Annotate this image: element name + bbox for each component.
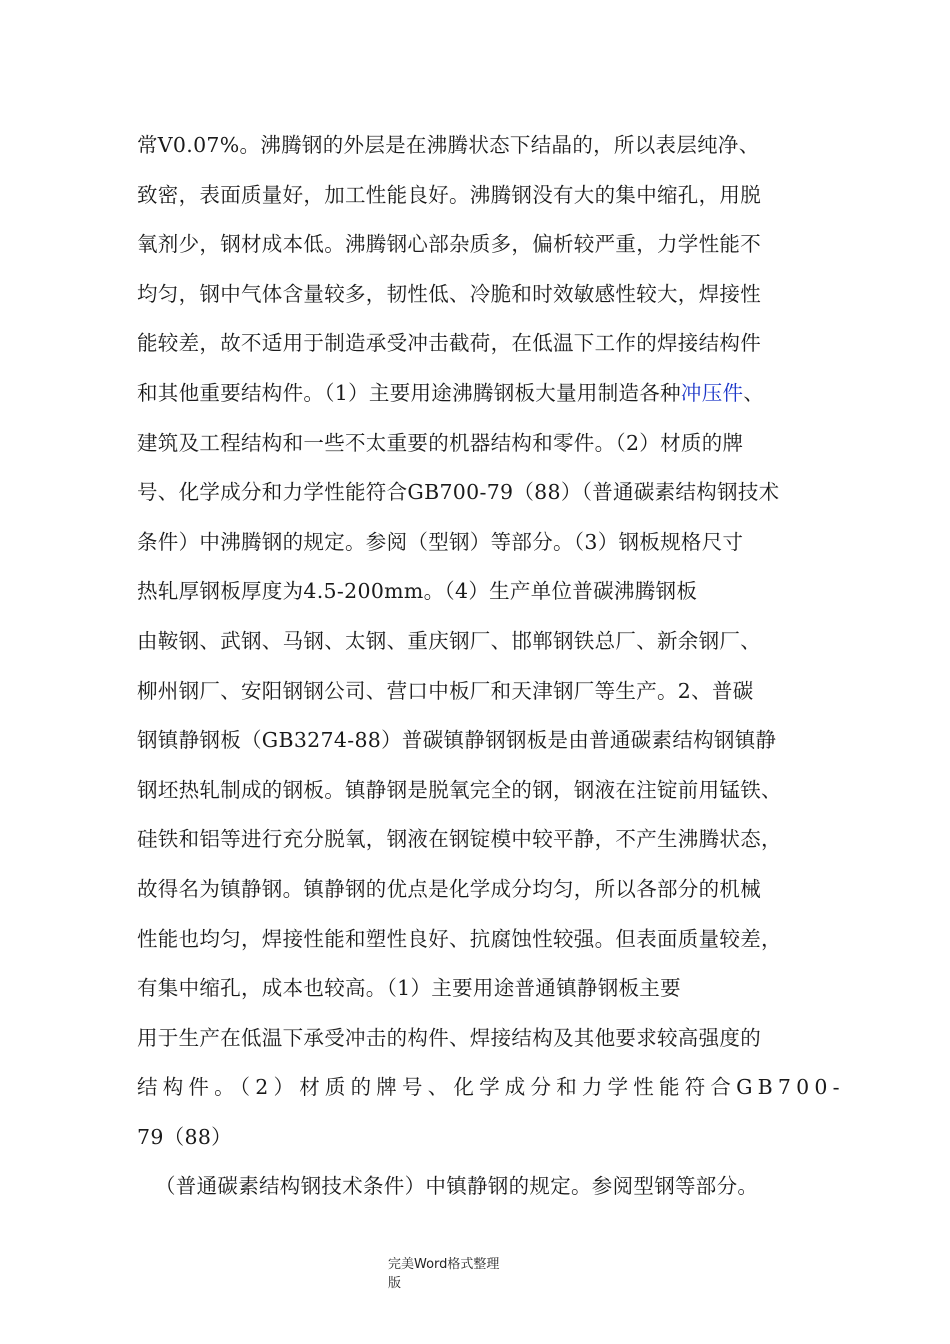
text-line-5: 能较差，故不适用于制造承受冲击截荷，在低温下工作的焊接结构件 <box>137 331 761 356</box>
text-line-6-suffix: 、 <box>743 380 765 405</box>
text-line-13: 钢镇静钢板（GB3274-88）普碳镇静钢钢板是由普通碳素结构钢镇静 <box>137 728 777 753</box>
text-line-3: 氧剂少，钢材成本低。沸腾钢心部杂质多，偏析较严重，力学性能不 <box>137 232 761 257</box>
text-line-12: 柳州钢厂、安阳钢钢公司、营口中板厂和天津钢厂等生产。2、普碳 <box>137 678 754 703</box>
text-line-22: （普通碳素结构钢技术条件）中镇静钢的规定。参阅型钢等部分。 <box>155 1174 759 1199</box>
page-footer <box>388 1255 528 1293</box>
stamping-parts-link[interactable]: 冲压件 <box>680 380 744 405</box>
text-line-9: 条件）中沸腾钢的规定。参阅（型钢）等部分。（3）钢板规格尺寸 <box>137 529 744 554</box>
text-line-6-main: 和其他重要结构件。（1）主要用途沸腾钢板大量用制造各种 <box>137 380 681 405</box>
text-line-2: 致密，表面质量好，加工性能良好。沸腾钢没有大的集中缩孔，用脱 <box>137 182 761 207</box>
text-line-15: 硅铁和铝等进行充分脱氧，钢液在钢锭模中较平静，不产生沸腾状态， <box>137 827 782 852</box>
footer-line-2: 版 <box>388 1276 402 1291</box>
text-line-17: 性能也均匀，焊接性能和塑性良好、抗腐蚀性较强。但表面质量较差， <box>137 926 782 951</box>
text-line-14: 钢坯热轧制成的钢板。镇静钢是脱氧完全的钢，钢液在注锭前用锰铁、 <box>137 777 782 802</box>
text-line-10: 热轧厚钢板厚度为4.5-200mm。（4）生产单位普碳沸腾钢板 <box>137 579 698 604</box>
text-line-18: 有集中缩孔，成本也较高。（1）主要用途普通镇静钢板主要 <box>137 976 681 1001</box>
text-line-20: 结构件。（2）材质的牌号、化学成分和力学性能符合GB700- <box>137 1075 845 1100</box>
text-line-16: 故得名为镇静钢。镇静钢的优点是化学成分均匀，所以各部分的机械 <box>137 876 761 901</box>
text-line-11: 由鞍钢、武钢、马钢、太钢、重庆钢厂、邯郸钢铁总厂、新余钢厂、 <box>137 628 761 653</box>
text-line-7: 建筑及工程结构和一些不太重要的机器结构和零件。（2）材质的牌 <box>137 430 744 455</box>
text-line-19: 用于生产在低温下承受冲击的构件、焊接结构及其他要求较高强度的 <box>137 1025 761 1050</box>
footer-line-1: 完美Word格式整理 <box>388 1257 500 1272</box>
body-text <box>137 121 845 1212</box>
text-line-1: 常V0.07%。沸腾钢的外层是在沸腾状态下结晶的，所以表层纯净、 <box>137 133 760 157</box>
text-line-4: 均匀，钢中气体含量较多，韧性低、冷脆和时效敏感性较大，焊接性 <box>137 281 761 306</box>
text-line-21: 79（88） <box>137 1124 232 1149</box>
text-line-6 <box>137 369 837 419</box>
text-line-8: 号、化学成分和力学性能符合GB700-79（88）（普通碳素结构钢技术 <box>137 480 780 505</box>
